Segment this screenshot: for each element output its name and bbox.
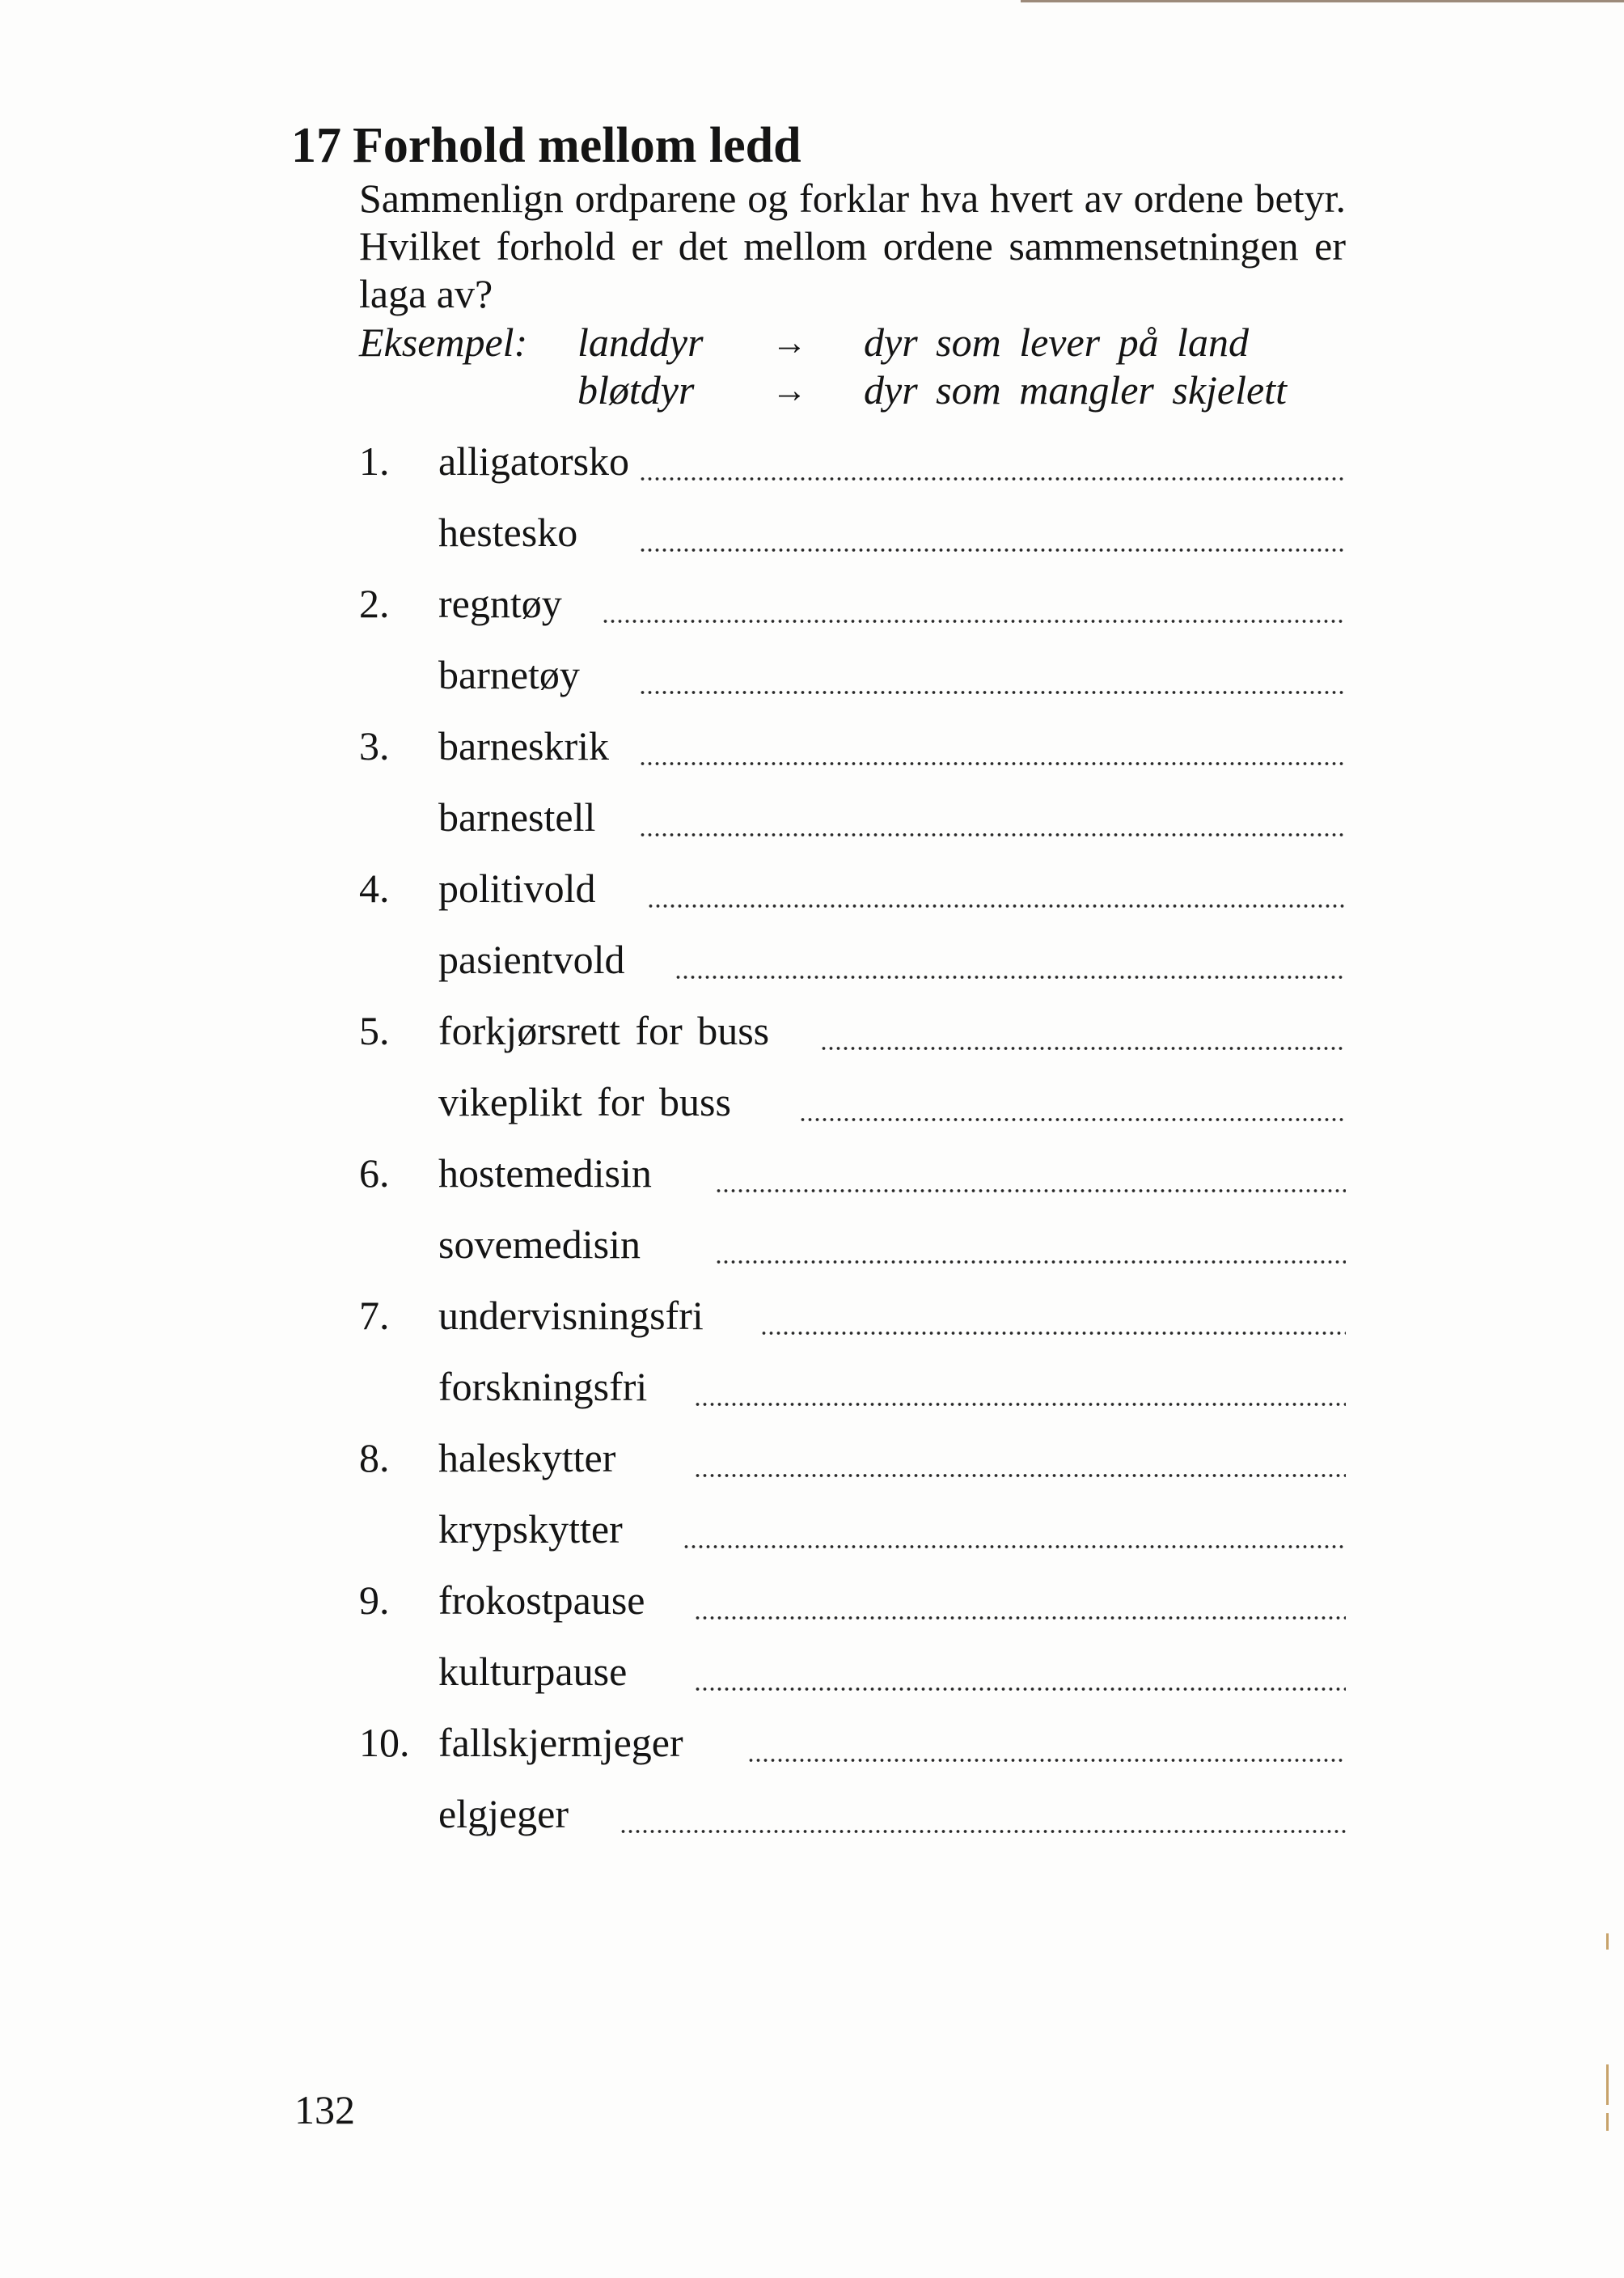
answer-line[interactable] [683,1544,1346,1549]
arrow-icon: → [772,370,807,410]
item-word: pasientvold [438,937,625,982]
item-word: politivold [438,866,596,911]
page-edge-rule [1021,0,1624,2]
item-number: 6. [359,1150,390,1196]
answer-line[interactable] [694,1615,1346,1620]
answer-line[interactable] [639,690,1346,695]
exercise-row [359,1429,1346,1501]
answer-line[interactable] [639,548,1346,553]
example-label: Eksempel: [359,320,528,365]
answer-line[interactable] [620,1829,1346,1834]
example-block [359,319,1346,414]
item-word: alligatorsko [438,438,630,484]
example-row [359,319,1346,366]
item-word: krypskytter [438,1506,623,1552]
item-number: 5. [359,1008,390,1053]
page-number: 132 [294,2087,355,2132]
exercise-row [359,1145,1346,1216]
exercise-row [359,646,1346,718]
exercise-row [359,1714,1346,1785]
exercise-row [359,1002,1346,1073]
exercise-title: Forhold mellom ledd [353,118,801,173]
answer-line[interactable] [694,1473,1346,1478]
exercise-row [359,1358,1346,1429]
exercise-row [359,504,1346,575]
exercise-row [359,1572,1346,1643]
answer-line[interactable] [694,1687,1346,1692]
item-word: undervisningsfri [438,1293,704,1338]
answer-line[interactable] [602,619,1346,624]
item-word: hostemedisin [438,1150,652,1196]
exercise-row [359,1785,1346,1857]
scan-edge-mark [1606,2064,1609,2105]
answer-line[interactable] [715,1260,1346,1264]
scan-edge-mark [1606,1933,1609,1950]
example-meaning: dyr som mangler skjelett [864,367,1287,413]
item-number: 10. [359,1720,410,1765]
item-word: fallskjermjeger [438,1720,683,1765]
answer-line[interactable] [639,832,1346,837]
item-number: 2. [359,581,390,626]
item-word: forkjørsrett for buss [438,1008,770,1053]
item-word: barneskrik [438,723,610,769]
item-word: haleskytter [438,1435,616,1480]
answer-line[interactable] [820,1046,1346,1051]
example-word: bløtdyr [577,367,695,413]
example-word: landdyr [577,320,704,365]
exercise-instructions: Sammenlign ordparene og forklar hva hvert av ordene betyr. Hvilket forhold er det mellom ordene sammensetningen er laga av? [359,176,1346,316]
item-word: regntøy [438,581,562,626]
exercise-row [359,1216,1346,1287]
exercise-row [359,860,1346,931]
answer-line[interactable] [715,1188,1346,1193]
answer-line[interactable] [675,975,1346,980]
exercise-list [359,433,1346,1857]
item-word: frokostpause [438,1577,645,1623]
item-number: 9. [359,1577,390,1623]
exercise-row [359,1501,1346,1572]
exercise-heading [291,113,801,178]
item-number: 3. [359,723,390,769]
answer-line[interactable] [747,1758,1346,1763]
scan-edge-mark [1606,2113,1609,2131]
item-word: forskningsfri [438,1364,648,1409]
exercise-row [359,718,1346,789]
exercise-row [359,931,1346,1002]
answer-line[interactable] [639,761,1346,766]
exercise-row [359,433,1346,504]
item-word: barnetøy [438,652,580,697]
item-number: 8. [359,1435,390,1480]
arrow-icon: → [772,323,807,362]
item-number: 4. [359,866,390,911]
answer-line[interactable] [639,476,1346,481]
answer-line[interactable] [647,904,1346,908]
exercise-row [359,1287,1346,1358]
item-word: hestesko [438,510,578,555]
item-word: kulturpause [438,1649,628,1694]
item-word: barnestell [438,794,596,840]
answer-line[interactable] [760,1331,1346,1336]
exercise-row [359,1073,1346,1145]
answer-line[interactable] [799,1117,1346,1122]
item-word: vikeplikt for buss [438,1079,731,1124]
example-row [359,366,1346,414]
item-number: 7. [359,1293,390,1338]
exercise-row [359,575,1346,646]
item-number: 1. [359,438,390,484]
item-word: sovemedisin [438,1222,641,1267]
answer-line[interactable] [694,1402,1346,1407]
item-word: elgjeger [438,1791,569,1836]
exercise-number: 17 [291,118,341,173]
exercise-row [359,1643,1346,1714]
exercise-row [359,789,1346,860]
example-meaning: dyr som lever på land [864,320,1250,365]
